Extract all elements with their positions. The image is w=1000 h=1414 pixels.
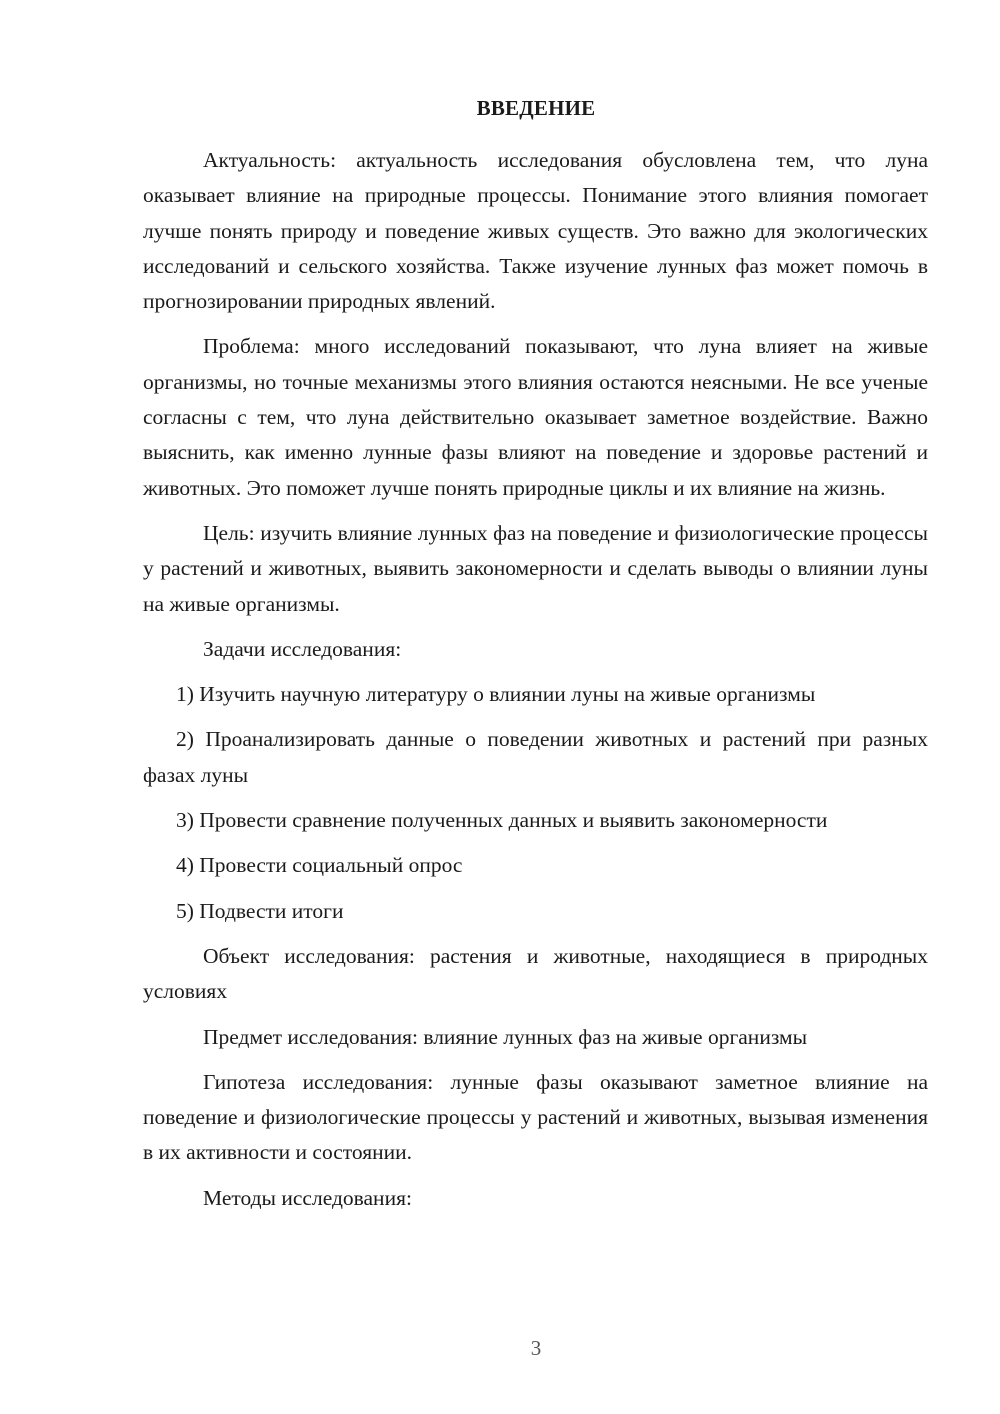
page-number: 3	[530, 1336, 542, 1360]
document-body	[143, 143, 928, 1226]
paragraph-problem: Проблема: много исследований показывают, что луна влияет на живые организмы, но точные механизмы этого влияния остаются неясными. Не все ученые согласны с тем, что луна действительно оказывает заметное воздействие. Важно выяснить, как именно лунные фазы влияют на поведение и здоровье растений и животных. Это поможет лучше понять природные циклы и их влияние на жизнь.	[143, 334, 928, 500]
task-item: 2) Проанализировать данные о поведении животных и растений при разных фазах луны	[143, 727, 928, 787]
task-item: 5) Подвести итоги	[176, 898, 344, 923]
section-heading: ВВЕДЕНИЕ	[476, 96, 596, 120]
paragraph-relevance: Актуальность: актуальность исследования обусловлена тем, что луна оказывает влияние на природные процессы. Понимание этого влияния помогает лучше понять природу и поведение живых существ. Это важно для экологических исследований и сельского хозяйства. Также изучение лунных фаз может помочь в прогнозировании природных явлений.	[143, 148, 928, 314]
paragraph-methods: Методы исследования:	[203, 1185, 412, 1210]
task-item: 3) Провести сравнение полученных данных и выявить закономерности	[176, 808, 828, 833]
task-item: 1) Изучить научную литературу о влиянии луны на живые организмы	[176, 682, 816, 707]
paragraph-goal: Цель: изучить влияние лунных фаз на поведение и физиологические процессы у растений и животных, выявить закономерности и сделать выводы о влиянии луны на живые организмы.	[143, 520, 928, 616]
paragraph-tasks-title: Задачи исследования:	[203, 636, 402, 661]
task-item: 4) Провести социальный опрос	[176, 853, 463, 878]
paragraph-hypothesis: Гипотеза исследования: лунные фазы оказывают заметное влияние на поведение и физиологические процессы у растений и животных, вызывая изменения в их активности и состоянии.	[143, 1069, 928, 1165]
paragraph-subject: Предмет исследования: влияние лунных фаз на живые организмы	[203, 1024, 808, 1049]
paragraph-object: Объект исследования: растения и животные, находящиеся в природных условиях	[143, 943, 928, 1004]
